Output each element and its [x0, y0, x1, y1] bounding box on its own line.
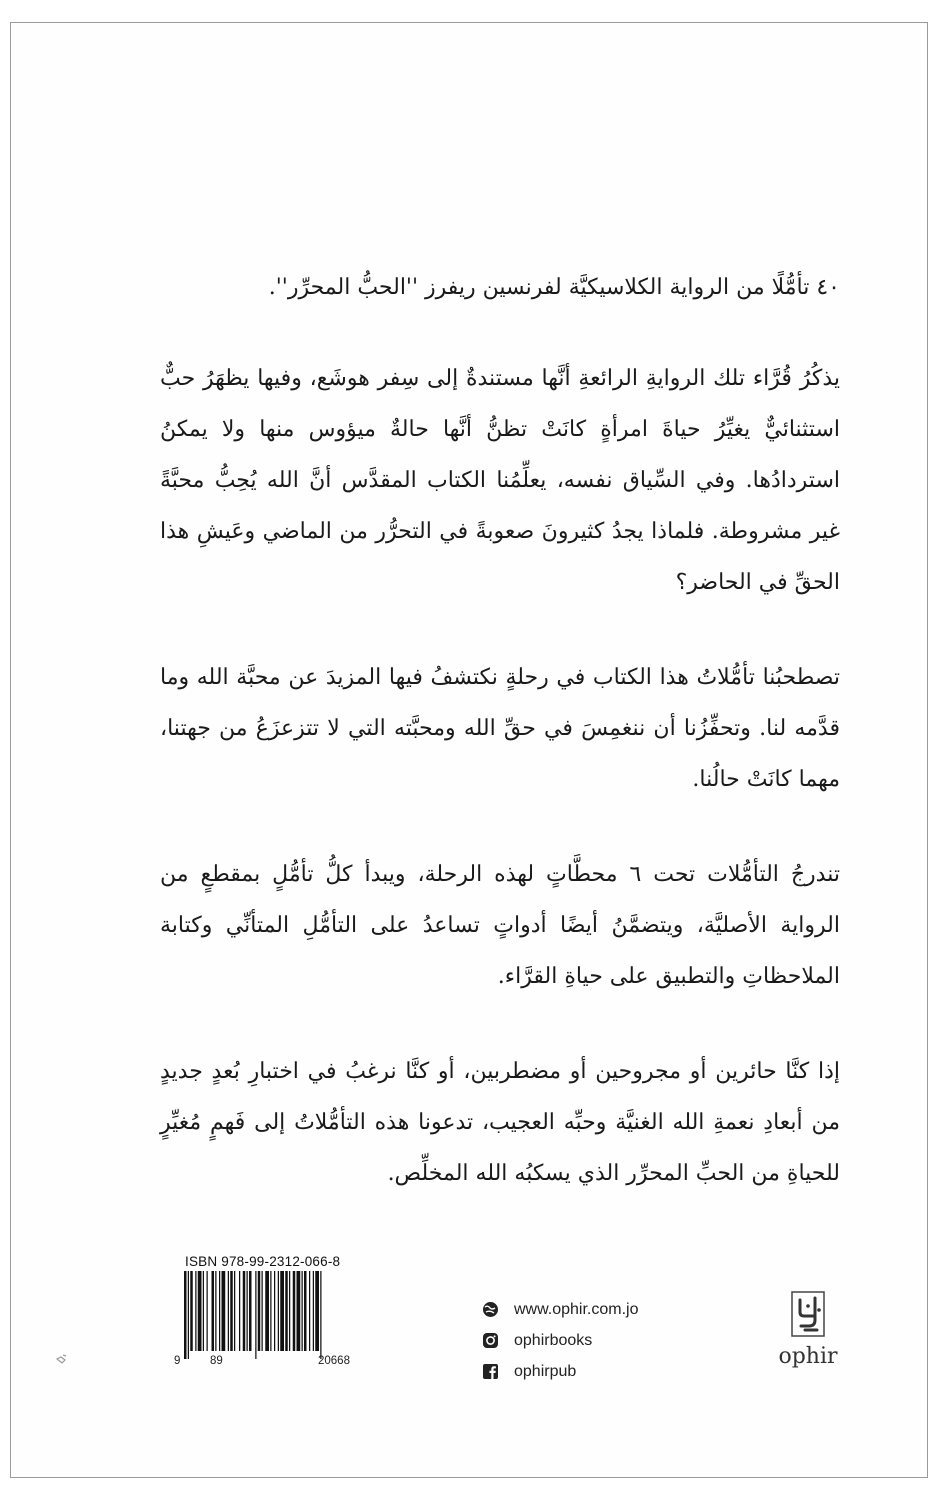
- barcode-bar: [265, 1271, 269, 1351]
- barcode-bar: [313, 1271, 314, 1351]
- barcode-digit-group-2: 20668: [318, 1355, 350, 1367]
- instagram-icon: [482, 1332, 504, 1350]
- barcode-bar: [207, 1271, 208, 1351]
- barcode-bar: [258, 1271, 261, 1351]
- barcode-digits: [172, 1355, 370, 1371]
- barcode-bar: [198, 1271, 202, 1351]
- barcode-bar: [243, 1271, 246, 1351]
- barcode-bar: [195, 1271, 196, 1351]
- barcode-bar: [278, 1271, 279, 1351]
- barcode-digit-group-1: 89: [210, 1355, 223, 1367]
- contact-list: [482, 1294, 722, 1387]
- barcode-bar: [255, 1271, 256, 1359]
- smudge-mark: [55, 1352, 69, 1366]
- barcode-bar: [188, 1271, 189, 1359]
- barcode-bar: [212, 1271, 215, 1351]
- barcode-bar: [249, 1271, 252, 1351]
- barcode-bar: [239, 1271, 240, 1351]
- blurb: [160, 262, 840, 1243]
- paragraph-1: ٤٠ تأمُّلًا من الرواية الكلاسيكيَّة لفرنسين ريفرز ''الحبُّ المحرِّر''.: [268, 275, 840, 300]
- barcode-bar: [247, 1271, 248, 1351]
- barcode-bar: [302, 1271, 303, 1351]
- barcode-bar: [203, 1271, 204, 1351]
- barcode-bar: [297, 1271, 301, 1351]
- globe-icon: [482, 1301, 504, 1319]
- instagram-row[interactable]: [482, 1325, 722, 1356]
- barcode-block: [172, 1254, 370, 1371]
- barcode-bars: [172, 1271, 370, 1359]
- barcode-bar: [262, 1271, 263, 1351]
- barcode-bar: [234, 1271, 235, 1351]
- barcode-bar: [304, 1271, 307, 1351]
- barcode-bar: [184, 1271, 187, 1359]
- barcode-bar: [320, 1271, 321, 1359]
- barcode-bar: [315, 1271, 319, 1351]
- barcode-bar: [274, 1271, 275, 1351]
- website-row[interactable]: [482, 1294, 722, 1325]
- publisher-name: ophir: [778, 1344, 838, 1369]
- paragraph-2: يذكُرُ قُرَّاء تلك الروايةِ الرائعةِ أنَّها مستندةٌ إلى سِفر هوشَع، وفيها يظهَرُ حبٌّ استثنائيٌّ يغيِّرُ حياةَ امرأةٍ كانَتْ تظنُّ أنَّها حالةٌ ميؤوس منها ولا يمكنُ استردادُها. وفي السِّياق نفسه، يعلِّمُنا الكتاب المقدَّس أنَّ الله يُحِبُّ محبَّةً غير مشروطة. فلماذا يجدُ كثيرونَ صعوبةً في التحرُّر من الماضي وعَيشِ هذا الحقِّ في الحاضر؟: [160, 366, 840, 595]
- paragraph-5: إذا كنَّا حائرين أو مجروحين أو مضطربين، أو كنَّا نرغبُ في اختبارِ بُعدٍ جديدٍ من أبعادِ نعمةِ الله الغنيَّة وحبِّه العجيب، تدعونا هذه التأمُّلاتُ إلى فَهمٍ مُغيِّرٍ للحياةِ من الحبِّ المحرِّر الذي يسكبُه الله المخلِّص.: [160, 1059, 840, 1186]
- barcode-digit-lead: 9: [174, 1355, 181, 1367]
- instagram-text[interactable]: ophirbooks: [514, 1331, 593, 1349]
- website-text[interactable]: www.ophir.com.jo: [514, 1300, 639, 1318]
- barcode: [172, 1271, 370, 1361]
- isbn-label: ISBN 978-99-2312-066-8: [185, 1254, 341, 1269]
- barcode-bar: [289, 1271, 290, 1351]
- facebook-row[interactable]: [482, 1356, 722, 1387]
- barcode-bar: [280, 1271, 284, 1351]
- barcode-bar: [228, 1271, 229, 1351]
- facebook-icon: [482, 1363, 504, 1381]
- barcode-bar: [293, 1271, 296, 1351]
- barcode-bar: [309, 1271, 310, 1351]
- barcode-bar: [222, 1271, 226, 1351]
- publisher-logo: [775, 1290, 841, 1369]
- barcode-bar: [270, 1271, 271, 1351]
- barcode-bar: [285, 1271, 288, 1351]
- paragraph-4: تندرجُ التأمُّلات تحت ٦ محطَّاتٍ لهذه الرحلة، ويبدأ كلُّ تأمُّلٍ بمقطعٍ من الرواية الأصليَّة، ويتضمَّنُ أيضًا أدواتٍ تساعدُ على التأمُّلِ المتأنِّي وكتابة الملاحظاتِ والتطبيق على حياةِ القرَّاء.: [160, 862, 840, 989]
- barcode-bar: [215, 1271, 216, 1351]
- publisher-logo-mark: [791, 1290, 825, 1338]
- barcode-bar: [190, 1271, 193, 1351]
- paragraph-3: تصطحبُنا تأمُّلاتُ هذا الكتاب في رحلةٍ نكتشفُ فيها المزيدَ عن محبَّة الله وما قدَّمه لنا. وتحفِّزُنا أن ننغمِسَ في حقِّ الله ومحبَّته التي لا تتزعزَعُ من جهتنا، مهما كانَتْ حالُنا.: [160, 665, 840, 792]
- facebook-text[interactable]: ophirpub: [514, 1362, 577, 1380]
- barcode-bar: [230, 1271, 233, 1351]
- barcode-bar: [219, 1271, 220, 1351]
